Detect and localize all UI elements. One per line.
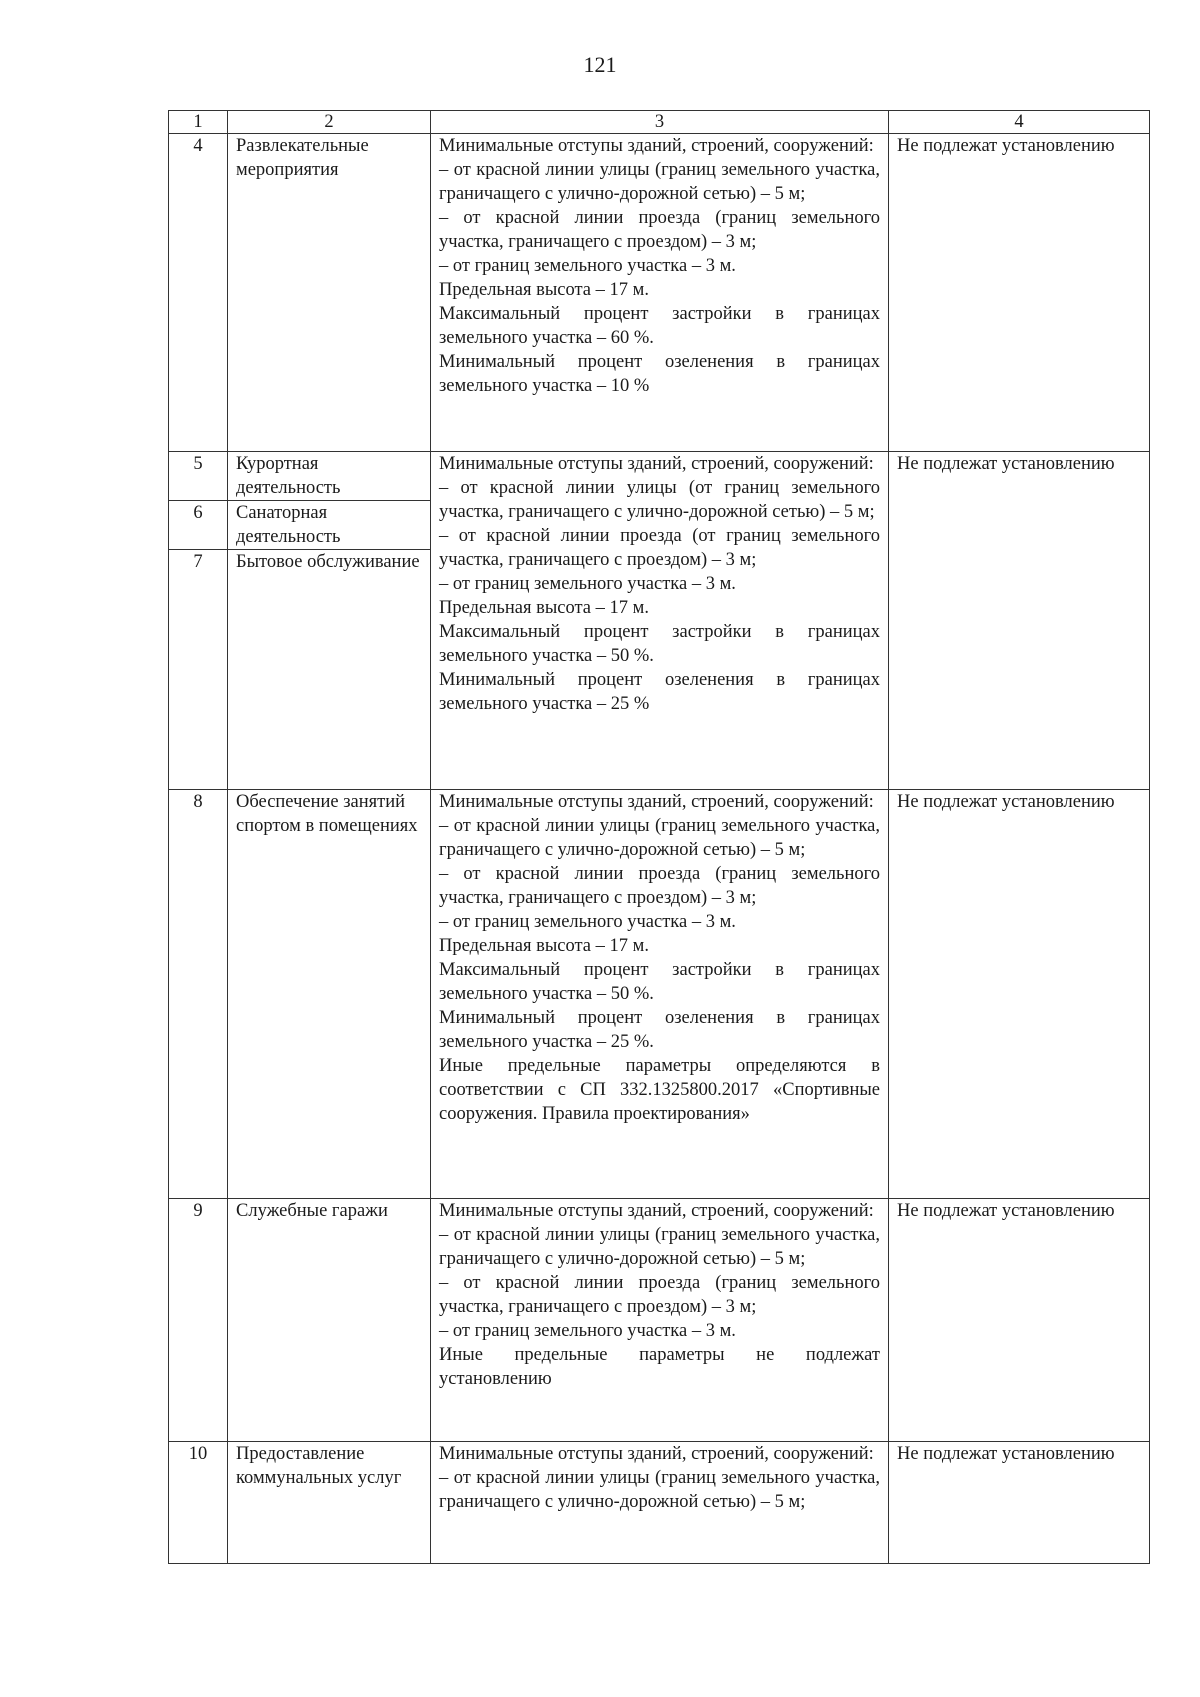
- table-row: [169, 1442, 1150, 1564]
- parameter-text: – от красной линии проезда (границ земельного участка, граничащего с проездом) – 3 м;: [439, 208, 880, 252]
- header-cell-4: 4: [889, 111, 1150, 134]
- use-type-name: Бытовое обслуживание: [228, 550, 431, 790]
- parameter-text: Предельная высота – 17 м.: [439, 598, 649, 618]
- parameters-cell: [431, 1199, 889, 1442]
- note-cell: Не подлежат установлению: [889, 1199, 1150, 1442]
- note-cell: Не подлежат установлению: [889, 452, 1150, 790]
- parameter-text: – от красной линии улицы (границ земельного участка, граничащего с улично-дорожной сетью) – 5 м;: [439, 160, 880, 204]
- parameter-text: – от красной линии проезда (границ земельного участка, граничащего с проездом) – 3 м;: [439, 1273, 880, 1317]
- parameter-text: Предельная высота – 17 м.: [439, 936, 649, 956]
- parameter-text: Максимальный процент застройки в границах земельного участка – 50 %.: [439, 622, 880, 666]
- parameter-text: – от красной линии улицы (границ земельного участка, граничащего с улично-дорожной сетью) – 5 м;: [439, 1225, 880, 1269]
- header-cell-2: 2: [228, 111, 431, 134]
- row-number: 7: [169, 550, 228, 790]
- parameter-text: – от красной линии улицы (границ земельного участка, граничащего с улично-дорожной сетью) – 5 м;: [439, 1468, 880, 1512]
- parameter-text: – от границ земельного участка – 3 м.: [439, 912, 736, 932]
- use-type-name: Обеспечение занятий спортом в помещениях: [228, 790, 431, 1199]
- table-row: [169, 1199, 1150, 1442]
- parameter-text: – от красной линии проезда (границ земельного участка, граничащего с проездом) – 3 м;: [439, 864, 880, 908]
- parameter-text: – от границ земельного участка – 3 м.: [439, 1321, 736, 1341]
- note-cell: Не подлежат установлению: [889, 1442, 1150, 1564]
- parameter-text: Минимальные отступы зданий, строений, сооружений:: [439, 792, 874, 812]
- header-cell-1: 1: [169, 111, 228, 134]
- note-cell: Не подлежат установлению: [889, 790, 1150, 1199]
- parameter-text: Минимальный процент озеленения в границах земельного участка – 10 %: [439, 352, 880, 396]
- parameter-text: Предельная высота – 17 м.: [439, 280, 649, 300]
- row-number: 9: [169, 1199, 228, 1442]
- row-number: 4: [169, 134, 228, 452]
- parameter-text: Минимальные отступы зданий, строений, сооружений:: [439, 1201, 874, 1221]
- parameter-text: Минимальный процент озеленения в границах земельного участка – 25 %: [439, 670, 880, 714]
- parameters-cell: [431, 1442, 889, 1564]
- use-type-name: Развлекательные мероприятия: [228, 134, 431, 452]
- use-type-name: Служебные гаражи: [228, 1199, 431, 1442]
- parameter-text: – от красной линии проезда (от границ земельного участка, граничащего с проездом) – 3 м;: [439, 526, 880, 570]
- regulations-table: [168, 110, 1150, 1564]
- parameter-text: – от границ земельного участка – 3 м.: [439, 574, 736, 594]
- parameters-cell: [431, 452, 889, 790]
- table-row: [169, 452, 1150, 501]
- parameter-text: Минимальный процент озеленения в границах земельного участка – 25 %.: [439, 1008, 880, 1052]
- use-type-name: Санаторная деятельность: [228, 501, 431, 550]
- parameter-text: Максимальный процент застройки в границах земельного участка – 50 %.: [439, 960, 880, 1004]
- row-number: 5: [169, 452, 228, 501]
- parameters-cell: [431, 790, 889, 1199]
- use-type-name: Предоставление коммунальных услуг: [228, 1442, 431, 1564]
- parameter-text: – от красной линии улицы (от границ земельного участка, граничащего с улично-дорожной сетью) – 5 м;: [439, 478, 880, 522]
- parameters-cell: [431, 134, 889, 452]
- parameter-text: Минимальные отступы зданий, строений, сооружений:: [439, 454, 874, 474]
- header-cell-3: 3: [431, 111, 889, 134]
- parameter-text: Минимальные отступы зданий, строений, сооружений:: [439, 1444, 874, 1464]
- parameter-text: Минимальные отступы зданий, строений, сооружений:: [439, 136, 874, 156]
- row-number: 6: [169, 501, 228, 550]
- table-row: [169, 790, 1150, 1199]
- use-type-name: Курортная деятельность: [228, 452, 431, 501]
- table-row: [169, 134, 1150, 452]
- row-number: 10: [169, 1442, 228, 1564]
- table-header-row: [169, 111, 1150, 134]
- parameter-text: Иные предельные параметры не подлежат установлению: [439, 1345, 880, 1389]
- parameter-text: Максимальный процент застройки в границах земельного участка – 60 %.: [439, 304, 880, 348]
- parameter-text: Иные предельные параметры определяются в соответствии с СП 332.1325800.2017 «Спортивные сооружения. Правила проектирования»: [439, 1056, 880, 1124]
- parameter-text: – от красной линии улицы (границ земельного участка, граничащего с улично-дорожной сетью) – 5 м;: [439, 816, 880, 860]
- parameter-text: – от границ земельного участка – 3 м.: [439, 256, 736, 276]
- page-number: 121: [583, 52, 617, 77]
- note-cell: Не подлежат установлению: [889, 134, 1150, 452]
- row-number: 8: [169, 790, 228, 1199]
